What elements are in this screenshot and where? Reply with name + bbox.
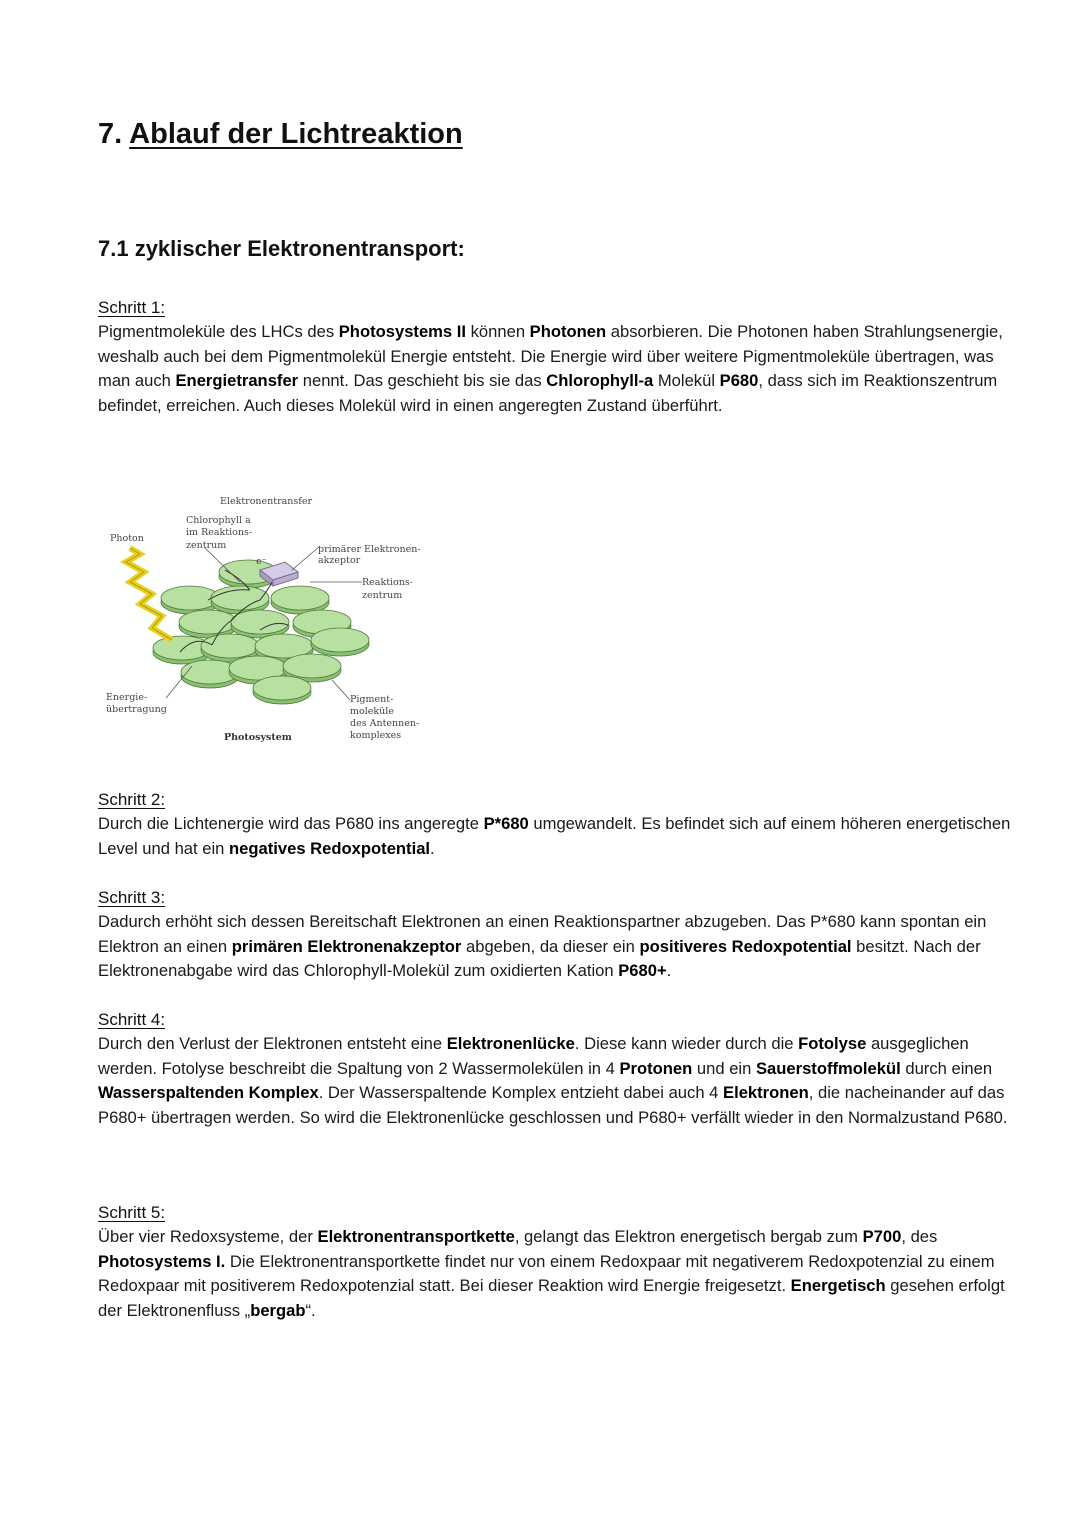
bold-term: Elektronenlücke: [446, 1034, 575, 1053]
bold-term: Energetisch: [790, 1276, 886, 1296]
label-pigment-line3: des Antennen-: [350, 718, 420, 729]
step-1: [98, 296, 1023, 418]
pigment-disc: [201, 634, 259, 658]
bold-term: Photosystems II: [338, 322, 466, 341]
text-segment: .: [666, 961, 672, 981]
title-number: 7.: [98, 118, 123, 150]
title-text: Ablauf der Lichtreaktion: [129, 118, 463, 150]
label-chlorophyll-line3: zentrum: [186, 540, 227, 551]
step-title: Schritt 2:: [98, 790, 166, 809]
text-segment: absorbieren. Die Photonen haben Strahlungsenergie, weshalb auch bei dem Pigmentmolekül Energie entsteht. Die Energie wird über weitere Pigmentmoleküle übertragen, was man auch: [98, 322, 1003, 391]
bold-term: negatives Redoxpotential: [229, 838, 431, 858]
bold-term: Energietransfer: [175, 371, 299, 391]
step-5: [98, 1201, 1023, 1323]
pigment-discs: [153, 560, 369, 704]
text-segment: Die Elektronentransportkette findet nur von einem Redoxpaar mit negativerem Redoxpotenzial zu einem Redoxpaar mit positiverem Redoxpotenzial statt. Bei dieser Reaktion wird Energie freigesetzt.: [98, 1251, 995, 1296]
label-energieuebertragung: Energie-: [106, 692, 148, 703]
bold-term: Protonen: [619, 1058, 693, 1078]
text-segment: können: [466, 322, 530, 341]
bold-term: Wasserspaltenden Komplex: [98, 1083, 319, 1103]
photosystem-diagram: [100, 490, 440, 750]
pigment-disc: [231, 610, 289, 634]
step-title: Schritt 5:: [98, 1203, 166, 1222]
text-segment: umgewandelt. Es befindet sich auf einem höheren energetischen Level und hat ein: [98, 814, 1011, 858]
text-segment: Pigmentmoleküle des LHCs des: [98, 322, 339, 341]
bold-term: Chlorophyll-a: [546, 371, 654, 391]
bold-term: primären Elektronenakzeptor: [231, 936, 462, 956]
text-segment: , gelangt das Elektron energetisch bergab zum: [514, 1227, 863, 1246]
label-photon: Photon: [110, 533, 144, 544]
step-title: Schritt 1:: [98, 298, 166, 317]
label-akzeptor: primärer Elektronen-: [318, 544, 421, 555]
label-elektronentransfer: Elektronentransfer: [220, 496, 312, 507]
text-segment: und ein: [692, 1058, 756, 1078]
label-pigment: Pigment-: [350, 694, 394, 705]
section-heading: 7.1 zyklischer Elektronentransport:: [98, 236, 465, 261]
label-electron: e⁻: [256, 556, 267, 567]
label-reaktionszentrum: Reaktions-: [362, 577, 413, 588]
step-4: [98, 1008, 1023, 1130]
bold-term: Photonen: [529, 322, 607, 341]
text-segment: . Der Wasserspaltende Komplex entzieht dabei auch 4: [318, 1083, 724, 1103]
text-segment: Dadurch erhöht sich dessen Bereitschaft Elektronen an einen Reaktionspartner abzugeben. Das P*680 kann spontan ein Elektron an einen: [98, 912, 987, 956]
bold-term: Sauerstoffmolekül: [755, 1058, 901, 1078]
bold-term: bergab: [250, 1300, 306, 1320]
step-title: Schritt 3:: [98, 888, 166, 907]
step-text: [98, 320, 1023, 418]
step-3: [98, 886, 1023, 984]
text-segment: abgeben, da dieser ein: [461, 936, 640, 956]
bold-term: Photosystems I.: [98, 1251, 226, 1271]
label-pigment-line4: komplexes: [350, 730, 402, 741]
pigment-disc: [253, 676, 311, 700]
text-segment: . Diese kann wieder durch die: [574, 1034, 799, 1053]
text-segment: .: [430, 838, 435, 858]
pigment-disc: [179, 610, 237, 634]
bold-term: Elektronen: [723, 1083, 809, 1103]
label-akzeptor-line2: akzeptor: [318, 555, 361, 566]
bold-term: P*680: [483, 814, 529, 833]
label-chlorophyll-line2: im Reaktions-: [186, 527, 253, 538]
text-segment: Durch die Lichtenergie wird das P680 ins angeregte: [98, 814, 484, 833]
text-segment: , dass sich im Reaktionszentrum befindet, erreichen. Auch dieses Molekül wird in einen angeregten Zustand überführt.: [98, 371, 998, 415]
step-text: [98, 1225, 1023, 1323]
pigment-disc: [271, 586, 329, 610]
text-segment: Molekül: [653, 371, 720, 391]
text-segment: Über vier Redoxsysteme, der: [98, 1227, 318, 1246]
label-pigment-line2: moleküle: [350, 706, 394, 717]
photosystem-figure: [100, 490, 440, 750]
bold-term: P680: [719, 371, 759, 391]
step-title: Schritt 4:: [98, 1010, 166, 1029]
text-segment: , des: [901, 1227, 938, 1246]
pigment-disc: [311, 628, 369, 652]
text-segment: nennt. Das geschieht bis sie das: [298, 371, 547, 391]
step-text: [98, 1032, 1023, 1130]
text-segment: , die nacheinander auf das P680+ übertragen werden. So wird die Elektronenlücke geschlossen und P680+ verfällt wieder in den Normalzustand P680.: [98, 1083, 1008, 1127]
step-text: [98, 812, 1023, 861]
text-segment: ausgeglichen werden. Fotolyse beschreibt die Spaltung von 2 Wassermolekülen in 4: [98, 1034, 969, 1078]
step-2: [98, 788, 1023, 861]
bold-term: P700: [862, 1227, 902, 1246]
text-segment: Durch den Verlust der Elektronen entsteht eine: [98, 1034, 447, 1053]
pigment-disc: [161, 586, 219, 610]
bold-term: P680+: [618, 961, 667, 981]
text-segment: durch einen: [900, 1058, 993, 1078]
step-text: [98, 910, 1023, 984]
bold-term: Elektronentransportkette: [317, 1227, 515, 1246]
text-segment: gesehen erfolgt der Elektronenfluss „: [98, 1276, 1005, 1320]
label-photosystem: Photosystem: [224, 732, 292, 743]
label-energieuebertragung-line2: übertragung: [106, 704, 167, 715]
label-reaktionszentrum-line2: zentrum: [362, 590, 403, 601]
page-title: [98, 118, 463, 151]
bold-term: Fotolyse: [798, 1034, 867, 1053]
pigment-disc: [283, 654, 341, 678]
bold-term: positiveres Redoxpotential: [639, 936, 852, 956]
text-segment: besitzt. Nach der Elektronenabgabe wird das Chlorophyll-Molekül zum oxidierten Kation: [98, 936, 981, 981]
text-segment: “.: [305, 1300, 316, 1320]
label-chlorophyll: Chlorophyll a: [186, 515, 251, 526]
